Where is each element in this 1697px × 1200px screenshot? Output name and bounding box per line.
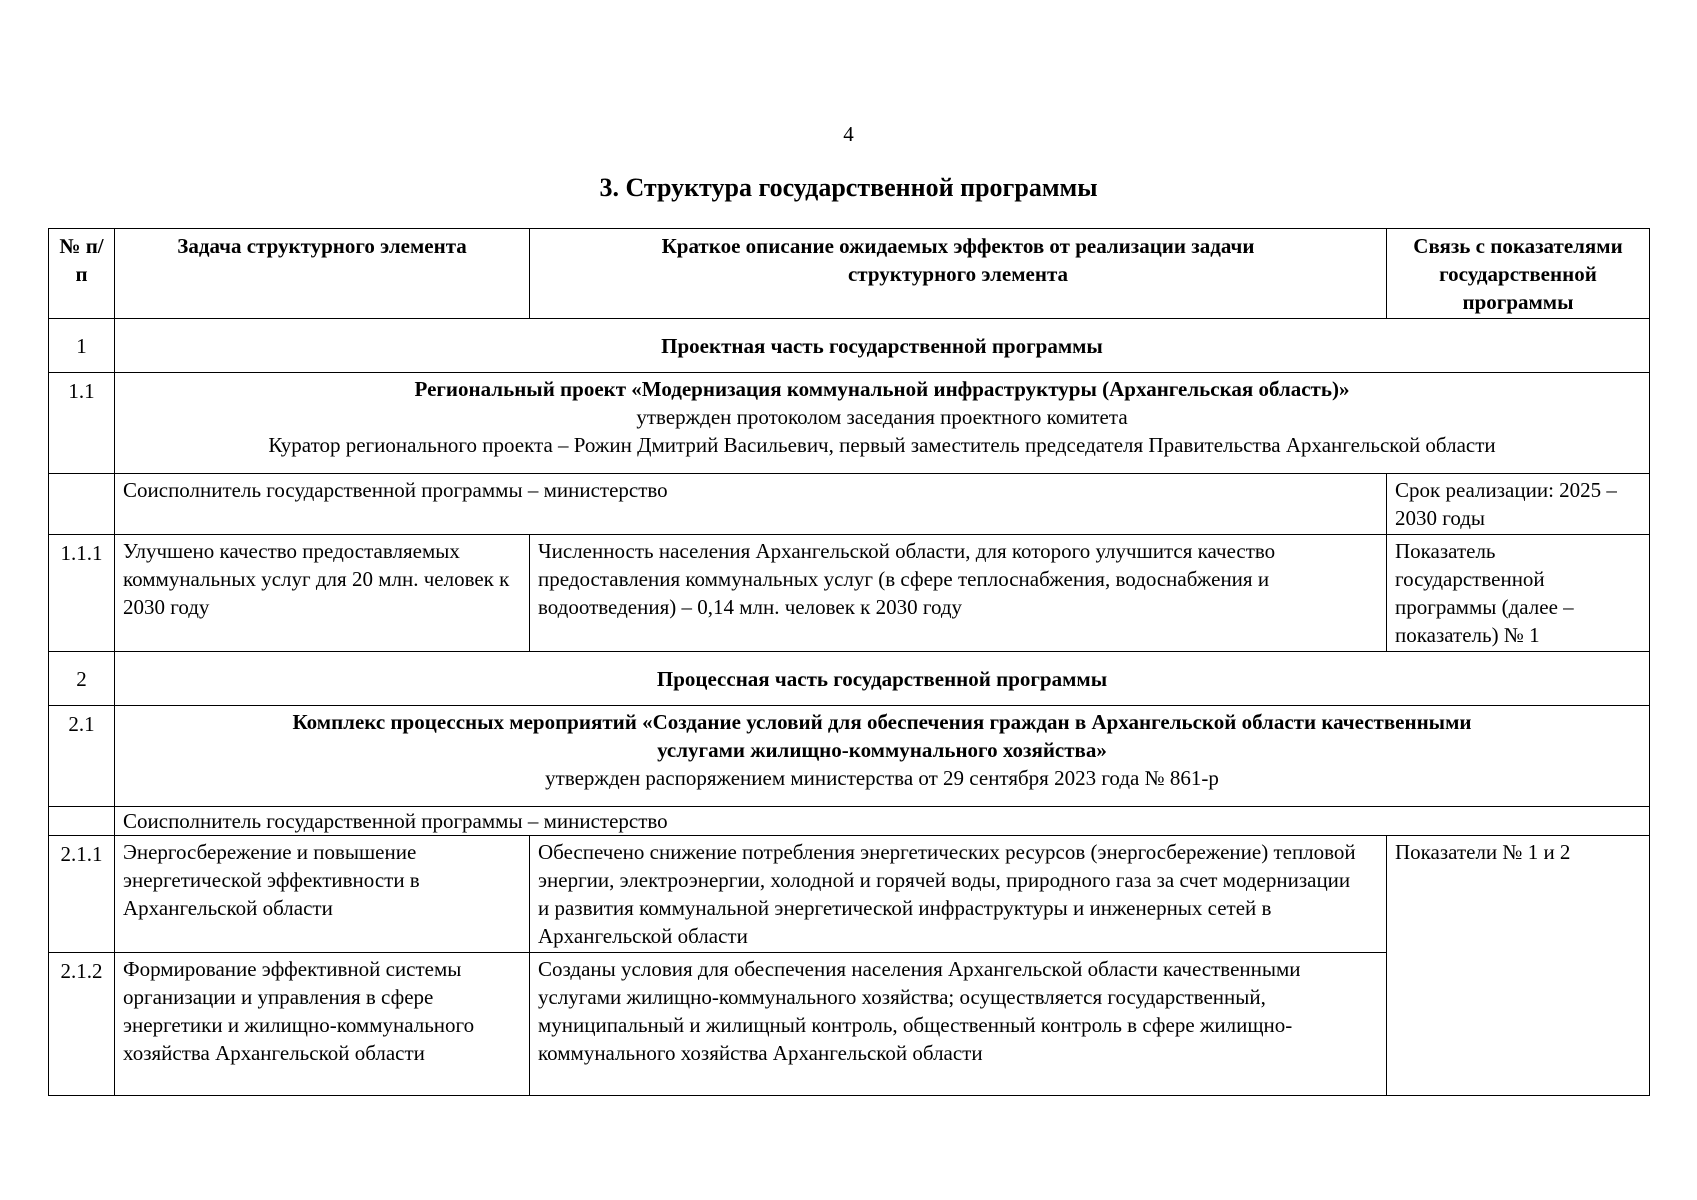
section2-num: 2 [49,652,115,706]
row-2-1-1-link: Показатели № 1 и 2 [1387,836,1650,1096]
complex-title: Комплекс процессных мероприятий «Создание условий для обеспечения граждан в Архангельской области качественными услугами жилищно-коммунального хозяйства» [292,710,1472,762]
page-number: 4 [843,122,854,146]
row-2-1-1-task: Энергосбережение и повышение энергетической эффективности в Архангельской области [115,836,530,953]
header-task: Задача структурного элемента [115,229,530,319]
row-2-1-1-num: 2.1.1 [49,836,115,953]
table-row [49,836,1650,953]
row-2-1-1-effects: Обеспечено снижение потребления энергетических ресурсов (энергосбережение) тепловой энергии, электроэнергии, холодной и горячей воды, природного газа за счет модернизации и развития коммунальной энергетической инфраструктуры и инженерных сетей в Архангельской области [530,836,1387,953]
row-2-1-2-effects: Созданы условия для обеспечения населения Архангельской области качественными услугами жилищно-коммунального хозяйства; осуществляется государственный, муниципальный и жилищный контроль, общественный контроль в сфере жилищно-коммунального хозяйства Архангельской области [530,953,1387,1096]
table-row [49,706,1650,807]
project-curator: Куратор регионального проекта – Рожин Дмитрий Васильевич, первый заместитель председателя Правительства Архангельской области [268,433,1496,457]
table-row [49,535,1650,652]
project-cell [115,373,1650,474]
table-row [49,807,1650,836]
table-row [49,652,1650,706]
coexecutor1-text: Соисполнитель государственной программы – министерство [115,474,1387,535]
row-1-1-1-link: Показатель государственной программы (далее – показатель) № 1 [1387,535,1650,652]
structure-table [48,228,1650,1096]
table-row [49,474,1650,535]
section1-title: Проектная часть государственной программы [115,319,1650,373]
table-row [49,373,1650,474]
complex-num: 2.1 [49,706,115,807]
coexecutor2-num [49,807,115,836]
coexecutor1-term: Срок реализации: 2025 – 2030 годы [1387,474,1650,535]
coexecutor1-num [49,474,115,535]
complex-approved: утвержден распоряжением министерства от 29 сентября 2023 года № 861-р [545,766,1219,790]
row-2-1-2-task: Формирование эффективной системы организации и управления в сфере энергетики и жилищно-коммунального хозяйства Архангельской области [115,953,530,1096]
header-effects: Краткое описание ожидаемых эффектов от реализации задачи структурного элемента [530,229,1387,319]
row-1-1-1-task: Улучшено качество предоставляемых коммунальных услуг для 20 млн. человек к 2030 году [115,535,530,652]
header-num: № п/п [49,229,115,319]
project-approved: утвержден протоколом заседания проектного комитета [636,405,1128,429]
header-link: Связь с показателями государственной программы [1387,229,1650,319]
section2-title: Процессная часть государственной программы [115,652,1650,706]
coexecutor2-text: Соисполнитель государственной программы – министерство [115,807,1650,836]
project-num: 1.1 [49,373,115,474]
complex-cell [115,706,1650,807]
row-1-1-1-num: 1.1.1 [49,535,115,652]
row-1-1-1-effects: Численность населения Архангельской области, для которого улучшится качество предоставления коммунальных услуг (в сфере теплоснабжения, водоснабжения и водоотведения) – 0,14 млн. человек к 2030 году [530,535,1387,652]
table-header-row [49,229,1650,319]
page-title: 3. Структура государственной программы [599,173,1098,202]
row-2-1-2-num: 2.1.2 [49,953,115,1096]
table-row [49,319,1650,373]
section1-num: 1 [49,319,115,373]
project-title: Региональный проект «Модернизация коммунальной инфраструктуры (Архангельская область)» [414,377,1350,401]
